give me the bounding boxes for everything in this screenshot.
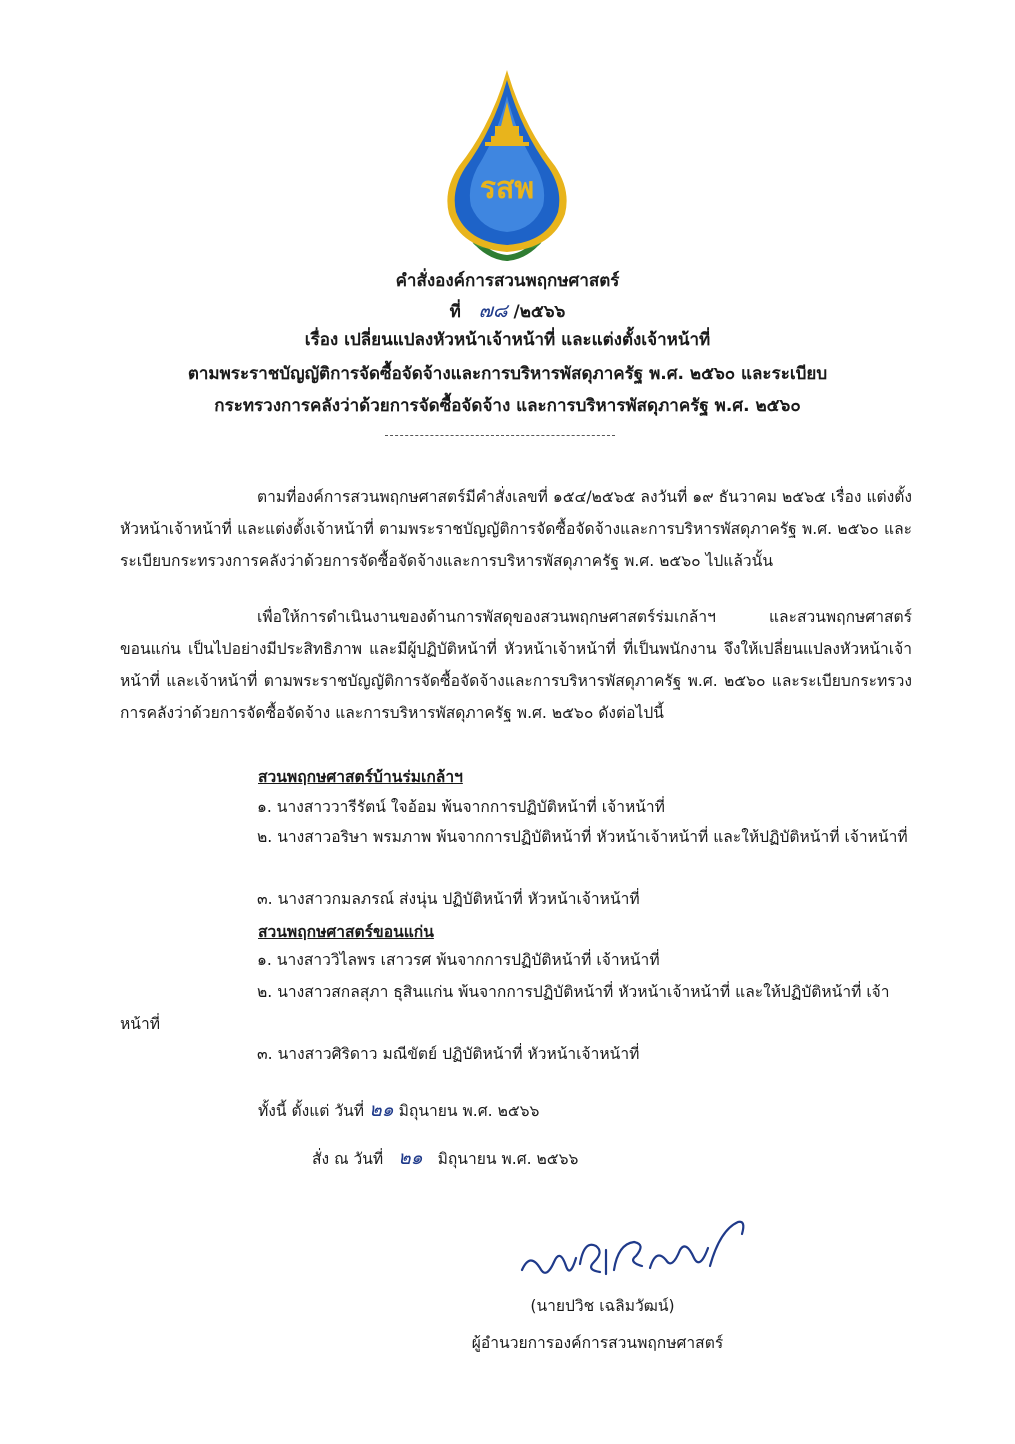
paragraph-purpose: เพื่อให้การดำเนินงานของด้านการพัสดุของสวนพฤกษศาสตร์ร่มเกล้าฯ และสวนพฤกษศาสตร์ขอนแก่น เป็นไปอย่างมีประสิทธิภาพ และมีผู้ปฏิบัติหน้าที่ หัวหน้าเจ้าหน้าที่ ที่เป็นพนักงาน จึงให้เปลี่ยนแปลงหัวหน้าเจ้าหน้าที่ และเจ้าหน้าที่ ตามพระราชบัญญัติการจัดซื้อจัดจ้างและการบริหารพัสดุภาครัฐ พ.ศ. ๒๕๖๐ และระเบียบกระทรวงการคลังว่าด้วยการจัดซื้อจัดจ้าง และการบริหารพัสดุภาครัฐ พ.ศ. ๒๕๖๐ ดังต่อไปนี้ [120,608,912,722]
list-item: ๒. นางสาวสกลสุภา ธุสินแก่น พ้นจากการปฏิบัติหน้าที่ หัวหน้าเจ้าหน้าที่ และให้ปฏิบัติหน้าที่ เจ้าหน้าที่ [120,983,890,1033]
order-number-suffix: /๒๕๖๖ [513,302,566,322]
paragraph-reference: ตามที่องค์การสวนพฤกษศาสตร์มีคำสั่งเลขที่ ๑๕๔/๒๕๖๕ ลงวันที่ ๑๙ ธันวาคม ๒๕๖๕ เรื่อง แต่งตั้งหัวหน้าเจ้าหน้าที่ และแต่งตั้งเจ้าหน้าที่ ตามพระราชบัญญัติการจัดซื้อจัดจ้างและการบริหารพัสดุภาครัฐ พ.ศ. ๒๕๖๐ และระเบียบกระทรวงการคลังว่าด้วยการจัดซื้อจัดจ้างและการบริหารพัสดุภาครัฐ พ.ศ. ๒๕๖๐ ไปแล้วนั้น [120,488,912,570]
order-title: คำสั่งองค์การสวนพฤกษศาสตร์ [395,271,620,291]
svg-text:รสพ: รสพ [479,171,535,206]
order-day-handwritten: ๒๑ [398,1147,423,1169]
signer-title: ผู้อำนวยการองค์การสวนพฤกษศาสตร์ [471,1334,724,1352]
order-number-prefix: ที่ [449,302,461,322]
list-item: ๑. นางสาววิไลพร เสาวรศ พ้นจากการปฏิบัติหน้าที่ เจ้าหน้าที่ [257,951,660,969]
effective-date-suffix: มิถุนายน พ.ศ. ๒๕๖๖ [398,1102,540,1120]
effective-date-prefix: ทั้งนี้ ตั้งแต่ วันที่ [258,1102,365,1120]
order-number-handwritten: ๗๘ [478,300,508,322]
order-date-prefix: สั่ง ณ วันที่ [312,1150,384,1168]
section-heading-romklao: สวนพฤกษศาสตร์บ้านร่มเกล้าฯ [258,768,463,786]
effective-day-handwritten: ๒๑ [369,1099,394,1121]
order-number [0,298,1015,326]
separator-line [385,435,615,436]
section-heading-khonkaen: สวนพฤกษศาสตร์ขอนแก่น [258,923,434,941]
list-item: ๓. นางสาวกมลภรณ์ ส่งนุ่น ปฏิบัติหน้าที่ หัวหน้าเจ้าหน้าที่ [257,890,640,908]
order-subject-line-2: ตามพระราชบัญญัติการจัดซื้อจัดจ้างและการบริหารพัสดุภาครัฐ พ.ศ. ๒๕๖๐ และระเบียบ [187,364,828,384]
order-subject-line-3: กระทรวงการคลังว่าด้วยการจัดซื้อจัดจ้าง และการบริหารพัสดุภาครัฐ พ.ศ. ๒๕๖๐ [214,396,801,416]
order-subject-line-1: เรื่อง เปลี่ยนแปลงหัวหน้าเจ้าหน้าที่ และแต่งตั้งเจ้าหน้าที่ [304,330,711,350]
signer-name: (นายปวิช เฉลิมวัฒน์) [530,1297,675,1315]
handwritten-signature [510,1200,760,1300]
botanical-garden-logo [429,66,585,262]
list-item: ๒. นางสาวอริษา พรมภาพ พ้นจากการปฏิบัติหน้าที่ หัวหน้าเจ้าหน้าที่ และให้ปฏิบัติหน้าที่ เจ้าหน้าที่ [257,828,908,846]
effective-date [258,1095,539,1126]
list-item: ๓. นางสาวศิริดาว มณีขัตย์ ปฏิบัติหน้าที่ หัวหน้าเจ้าหน้าที่ [257,1045,640,1063]
order-date [312,1143,578,1174]
list-item: ๑. นางสาววารีรัตน์ ใจอ้อม พ้นจากการปฏิบัติหน้าที่ เจ้าหน้าที่ [257,798,665,816]
order-date-suffix: มิถุนายน พ.ศ. ๒๕๖๖ [437,1150,579,1168]
